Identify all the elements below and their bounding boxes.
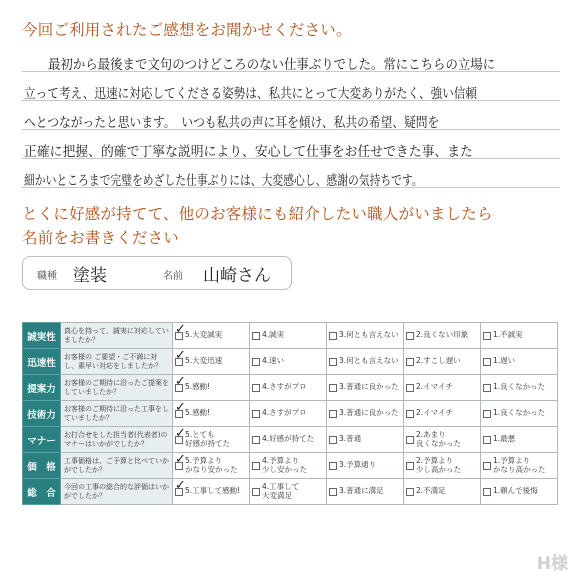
comment-line-2: 立って考え、迅速に対応してくださる姿勢は、私共にとって大変ありがたく、強い信頼 [24,86,478,102]
survey-option-wrap [483,331,555,340]
checkbox[interactable] [252,462,260,470]
survey-option-label: 4.好感が持てた [262,434,315,444]
survey-option [404,375,481,401]
checkbox[interactable] [329,410,337,418]
survey-option-label: 3.普通に満足 [339,486,384,496]
checkbox[interactable] [483,358,491,366]
checkbox[interactable] [329,488,337,496]
survey-option-wrap [329,409,401,418]
checked-checkbox[interactable] [175,462,183,470]
survey-option-wrap [252,331,324,340]
checked-checkbox[interactable] [175,358,183,366]
checkbox[interactable] [252,332,260,340]
craftsman-name-box [22,256,292,290]
survey-option-label: 1.予算より かなり高かった [493,456,546,474]
survey-option [250,427,327,453]
survey-question: お打合せをした担当者(代表者)のマナーはいかがでしたか？ [61,427,173,453]
survey-option [173,479,250,505]
checkbox[interactable] [252,436,260,444]
survey-option-wrap [175,409,247,418]
checked-checkbox[interactable] [175,436,183,444]
survey-option [173,427,250,453]
checkbox[interactable] [406,410,414,418]
survey-row [23,375,558,401]
survey-option-wrap [483,357,555,366]
survey-option-wrap [329,331,401,340]
survey-option-wrap [406,487,478,496]
comment-line-4: 正確に把握、的確で丁寧な説明により、安心して仕事をお任せできた事、また [24,144,473,160]
survey-option-label: 4.予算より 少し安かった [262,456,307,474]
survey-option-wrap [483,487,555,496]
survey-option-label: 3.普通に良かった [339,408,399,418]
survey-option-wrap [175,331,247,340]
survey-option-label: 3.普通 [339,434,362,444]
checkbox[interactable] [252,488,260,496]
checkbox[interactable] [483,488,491,496]
survey-option-wrap [175,383,247,392]
survey-option-label: 1.不誠実 [493,330,523,340]
survey-option-wrap [252,483,324,500]
checked-checkbox[interactable] [175,488,183,496]
survey-option-wrap [252,435,324,444]
survey-option [404,349,481,375]
survey-option-label: 3.普通に良かった [339,382,399,392]
survey-option [327,479,404,505]
survey-body [23,323,558,505]
survey-option-label: 1.遅い [493,356,516,366]
survey-option [481,349,558,375]
survey-option-wrap [175,357,247,366]
survey-option [173,323,250,349]
survey-option-wrap [406,431,478,448]
survey-option-label: 4.さすがプロ [262,382,307,392]
checkbox[interactable] [406,462,414,470]
checkbox[interactable] [483,332,491,340]
survey-option [481,427,558,453]
survey-option-label: 2.イマイチ [416,382,454,392]
survey-option-wrap [252,357,324,366]
job-label: 職種 [37,271,57,282]
checked-checkbox[interactable] [175,410,183,418]
checkbox[interactable] [406,488,414,496]
survey-option-label: 4.誠実 [262,330,285,340]
survey-option-label: 3.予算通り [339,460,377,470]
survey-option-wrap [175,431,247,448]
survey-option-label: 4.速い [262,356,285,366]
survey-row [23,479,558,505]
survey-row [23,323,558,349]
survey-option [250,453,327,479]
survey-option-label: 2.良くない印象 [416,330,469,340]
survey-option-wrap [329,383,401,392]
survey-row [23,427,558,453]
survey-option [250,375,327,401]
survey-option-label: 3.何とも言えない [339,356,399,366]
survey-row [23,401,558,427]
checkbox[interactable] [329,358,337,366]
survey-option [404,323,481,349]
survey-option-label: 5.感動! [185,382,211,392]
survey-option-label: 5.大変迅速 [185,356,223,366]
survey-option [327,453,404,479]
survey-category: 提案力 [23,375,61,401]
survey-option [481,401,558,427]
survey-option [173,349,250,375]
survey-option-label: 1.頼んで後悔 [493,486,538,496]
survey-option-wrap [329,435,401,444]
job-value: 塗装 [73,266,107,286]
survey-option-label: 2.予算より 少し高かった [416,456,461,474]
survey-option-wrap [175,457,247,474]
survey-option [481,479,558,505]
survey-option [327,375,404,401]
survey-option-label: 2.イマイチ [416,408,454,418]
name-value: 山崎さん [203,266,271,286]
survey-option-label: 5.感動! [185,408,211,418]
survey-row [23,453,558,479]
checkbox[interactable] [252,358,260,366]
survey-option [404,479,481,505]
survey-option [481,453,558,479]
survey-option [250,401,327,427]
survey-option-label: 5.とても 好感が持てた [185,430,230,448]
survey-option-wrap [406,457,478,474]
comment-line-3: へとつながったと思います。 いつも私共の声に耳を傾け、私共の希望、疑問を [24,115,440,131]
survey-option-label: 1.最悪 [493,434,516,444]
survey-category: 誠実性 [23,323,61,349]
survey-option-wrap [175,487,247,496]
survey-option [250,479,327,505]
checkbox[interactable] [406,332,414,340]
survey-option-wrap [329,357,401,366]
survey-category: 技術力 [23,401,61,427]
checkbox[interactable] [406,436,414,444]
survey-option-label: 5.工事して感動! [185,486,241,496]
survey-question: お客様のご期待に沿ったご提案をしていましたか？ [61,375,173,401]
survey-option-wrap [483,435,555,444]
survey-option [404,453,481,479]
survey-question: お客様の ご要望・ご不満に対し、素早い対応をしましたか？ [61,349,173,375]
survey-category: 迅速性 [23,349,61,375]
survey-option [173,453,250,479]
checkbox[interactable] [406,358,414,366]
checked-checkbox[interactable] [175,384,183,392]
checkbox[interactable] [483,436,491,444]
survey-option-wrap [406,409,478,418]
survey-option-wrap [406,357,478,366]
question-2-title-line-1: とくに好感が持てて、他のお客様にも紹介したい職人がいましたら [22,205,493,223]
survey-option-wrap [252,383,324,392]
survey-option-label: 2.不満足 [416,486,446,496]
survey-option [327,323,404,349]
checkbox[interactable] [329,384,337,392]
survey-option-wrap [329,461,401,470]
survey-option [327,427,404,453]
survey-option-label: 2.すこし遅い [416,356,461,366]
survey-option-label: 1.良くなかった [493,382,546,392]
comment-line-1: 最初から最後まで文句のつけどころのない仕事ぶりでした。常にこちらの立場に [48,57,496,73]
survey-option-wrap [483,383,555,392]
checkbox[interactable] [252,410,260,418]
checkbox[interactable] [329,332,337,340]
survey-category: マナー [23,427,61,453]
survey-option [481,323,558,349]
survey-category: 価 格 [23,453,61,479]
survey-question: 真心を持って、誠実に対応していましたか？ [61,323,173,349]
survey-option-label: 4.工事して 大変満足 [262,482,300,500]
survey-option [327,349,404,375]
survey-option-label: 2.あまり 良くなかった [416,430,461,448]
survey-question: 工事価格は、ご予算と比べていかがでしたか？ [61,453,173,479]
survey-row [23,349,558,375]
survey-option-label: 5.予算より かなり安かった [185,456,238,474]
signature: H様 [536,554,568,574]
comment-line-5: 細かいところまで完璧をめざした仕事ぶりには、大変感心し、感謝の気持ちです。 [24,173,423,189]
survey-option-label: 1.良くなかった [493,408,546,418]
survey-option-wrap [252,457,324,474]
survey-table [22,322,558,505]
checkbox[interactable] [483,462,491,470]
survey-option [173,375,250,401]
survey-option [327,401,404,427]
survey-option-wrap [483,457,555,474]
checkbox[interactable] [483,384,491,392]
survey-option [250,323,327,349]
survey-option-label: 3.何とも言えない [339,330,399,340]
survey-option-wrap [329,487,401,496]
survey-question: お客様のご期待に沿った工事をしていましたか？ [61,401,173,427]
question-1-title: 今回ご利用されたご感想をお聞かせください。 [22,21,352,39]
checkbox[interactable] [252,384,260,392]
checkbox[interactable] [329,436,337,444]
name-label: 名前 [163,271,183,282]
survey-option-wrap [252,409,324,418]
survey-option [404,401,481,427]
survey-option-wrap [406,383,478,392]
survey-option-wrap [406,331,478,340]
survey-option-label: 4.さすがプロ [262,408,307,418]
survey-option-label: 5.大変誠実 [185,330,223,340]
survey-option [173,401,250,427]
survey-option-wrap [483,409,555,418]
checkbox[interactable] [329,462,337,470]
survey-option [404,427,481,453]
checkbox[interactable] [406,384,414,392]
survey-question: 今回の工事の総合的な評価はいかがでしたか？ [61,479,173,505]
survey-category: 総 合 [23,479,61,505]
checked-checkbox[interactable] [175,332,183,340]
checkbox[interactable] [483,410,491,418]
survey-option [481,375,558,401]
question-2-title-line-2: 名前をお書きください [22,229,180,247]
survey-option [250,349,327,375]
